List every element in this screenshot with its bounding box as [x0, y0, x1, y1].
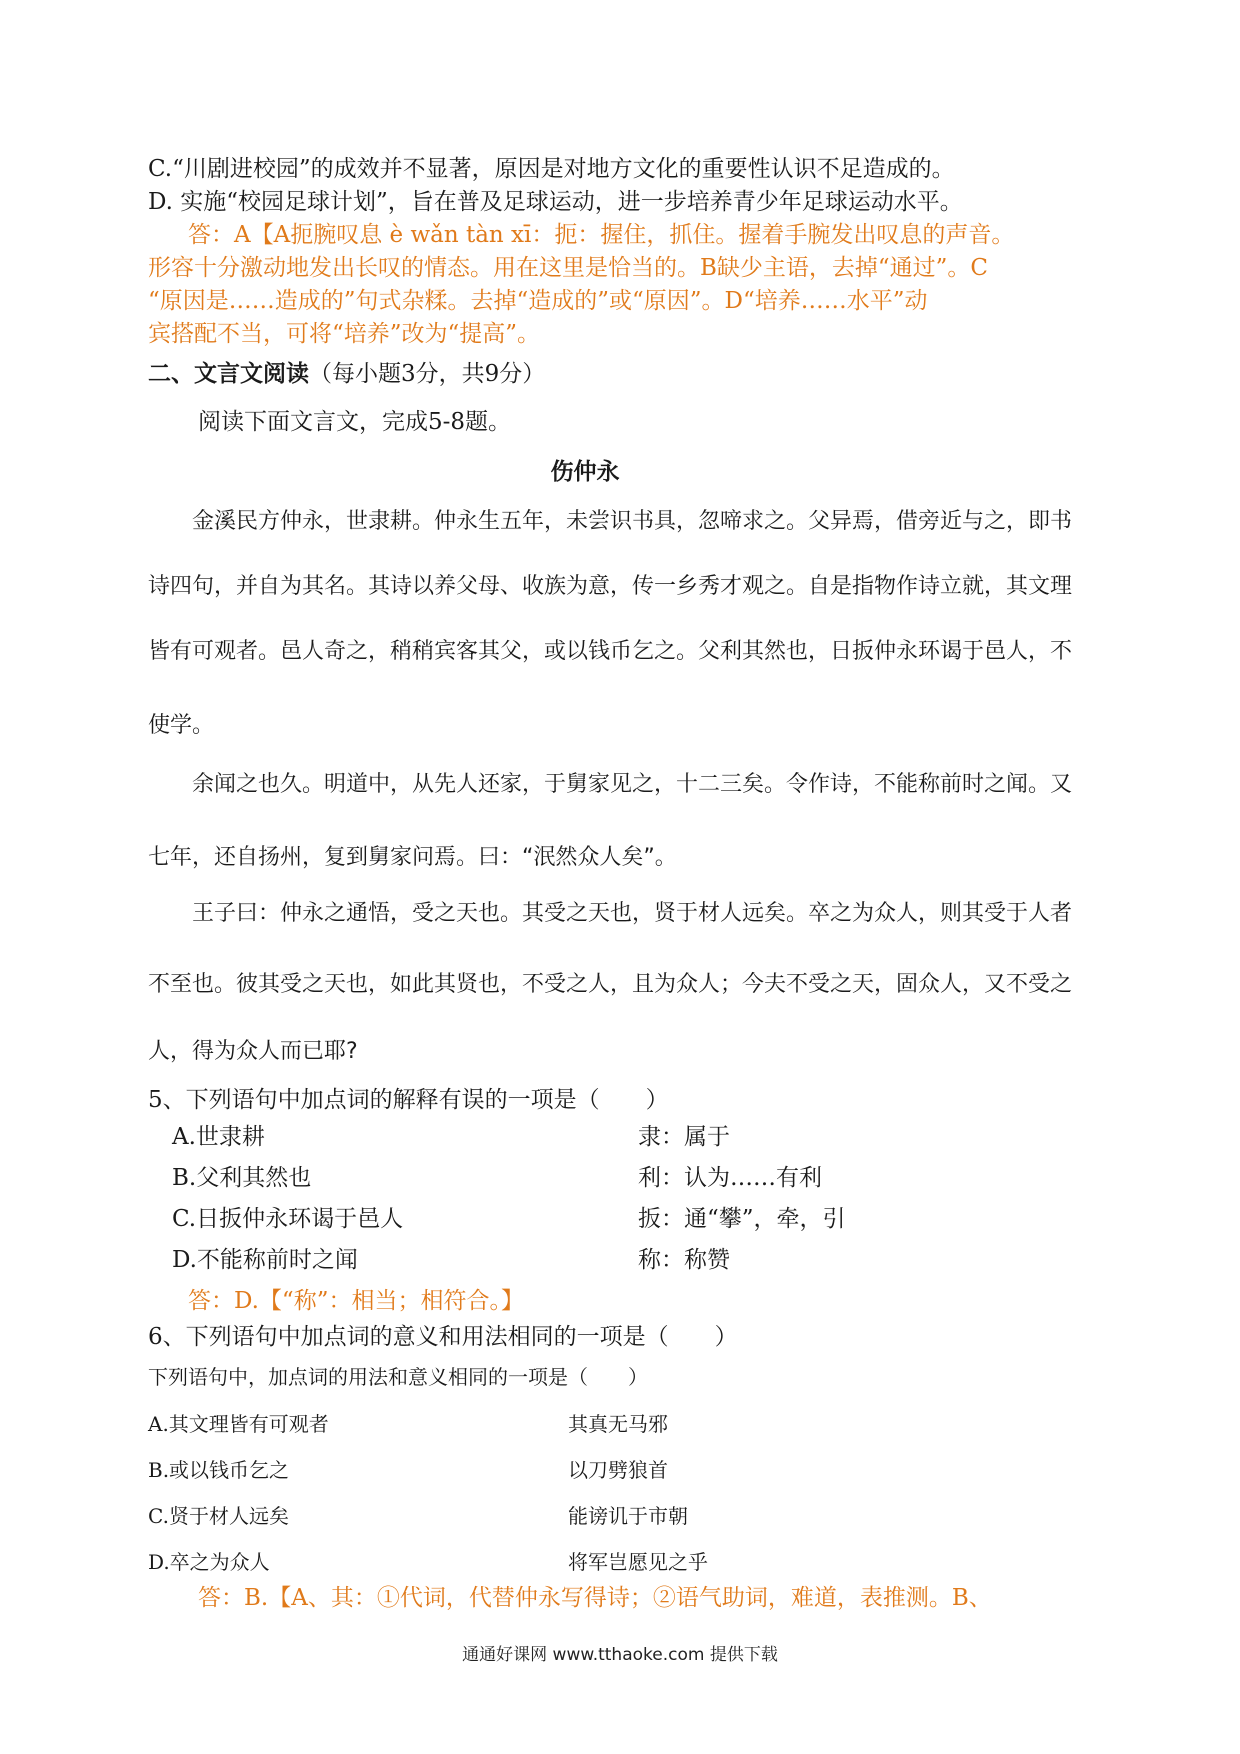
passage-line: 七年，还自扬州，复到舅家问焉。曰：“泯然众人矣”。 [148, 845, 677, 870]
q4-answer-line: “原因是……造成的”句式杂糅。去掉“造成的”或“原因”。D“培养……水平”动 [148, 288, 928, 314]
q6-option-left: D.卒之为众人 [148, 1550, 270, 1574]
passage-line: 诗四句，并自为其名。其诗以养父母、收族为意，传一乡秀才观之。自是指物作诗立就，其文理 [148, 574, 1073, 599]
section-score-note: （每小题3分，共9分） [309, 361, 546, 387]
section-instruction: 阅读下面文言文，完成5-8题。 [198, 409, 512, 435]
q6-option-right: 其真无马邪 [568, 1412, 668, 1436]
passage-line: 王子曰：仲永之通悟，受之天也。其受之天也，贤于材人远矣。卒之为众人，则其受于人者 [192, 901, 1073, 926]
q6-option-left: B.或以钱币乞之 [148, 1458, 290, 1482]
passage-line: 不至也。彼其受之天也，如此其贤也，不受之人，且为众人；今夫不受之天，固众人，又不受之 [148, 972, 1073, 997]
q5-option-left: B.父利其然也 [172, 1165, 312, 1191]
q4-answer-line: 形容十分激动地发出长叹的情态。用在这里是恰当的。B缺少主语，去掉“通过”。C [148, 255, 989, 281]
q4-answer-line: 答：A【A扼腕叹息 è wǎn tàn xī：扼：握住，抓住。握着手腕发出叹息的声音。 [188, 222, 1015, 248]
q5-option-left: D.不能称前时之闻 [172, 1247, 358, 1273]
q4-answer-line: 宾搭配不当，可将“培养”改为“提高”。 [148, 321, 541, 347]
q6-stem: 6、下列语句中加点词的意义和用法相同的一项是（ ） [148, 1324, 738, 1350]
q5-option-right: 利：认为……有利 [638, 1165, 822, 1191]
passage-line: 金溪民方仲永，世隶耕。仲永生五年，未尝识书具，忽啼求之。父异焉，借旁近与之，即书 [192, 509, 1073, 534]
q5-option-right: 称：称赞 [638, 1247, 730, 1273]
q4-option-d: D. 实施“校园足球计划”，旨在普及足球运动，进一步培养青少年足球运动水平。 [148, 189, 963, 215]
passage-line: 皆有可观者。邑人奇之，稍稍宾客其父，或以钱币乞之。父利其然也，日扳仲永环谒于邑人，不 [148, 639, 1073, 664]
q6-option-right: 将军岂愿见之乎 [568, 1550, 708, 1574]
q6-option-left: A.其文理皆有可观者 [148, 1412, 329, 1436]
q5-answer: 答：D.【“称”：相当；相符合。】 [188, 1288, 524, 1314]
passage-line: 余闻之也久。明道中，从先人还家，于舅家见之，十二三矣。令作诗，不能称前时之闻。又 [192, 772, 1073, 797]
q5-stem: 5、下列语句中加点词的解释有误的一项是（ ） [148, 1087, 669, 1113]
q4-option-c: C.“川剧进校园”的成效并不显著，原因是对地方文化的重要性认识不足造成的。 [148, 156, 955, 182]
q6-option-right: 以刀劈狼首 [568, 1458, 668, 1482]
q5-option-left: A.世隶耕 [172, 1124, 265, 1150]
q5-option-right: 扳：通“攀”，牵，引 [638, 1206, 846, 1232]
passage-line: 使学。 [148, 713, 215, 738]
section-heading [148, 355, 545, 388]
page-footer: 通通好课网 www.tthaoke.com 提供下载 [462, 1645, 778, 1665]
q6-option-left: C.贤于材人远矣 [148, 1504, 289, 1528]
q6-answer: 答：B.【A、其：①代词，代替仲永写得诗；②语气助词，难道，表推测。B、 [198, 1585, 992, 1611]
q6-option-right: 能谤讥于市朝 [568, 1504, 688, 1528]
q5-option-right: 隶：属于 [638, 1124, 730, 1150]
q6-stem-alt: 下列语句中，加点词的用法和意义相同的一项是（ ） [148, 1365, 648, 1389]
passage-line: 人，得为众人而已耶? [148, 1039, 358, 1064]
passage-title: 伤仲永 [550, 459, 620, 485]
section-title: 二、文言文阅读 [148, 361, 309, 387]
q5-option-left: C.日扳仲永环谒于邑人 [172, 1206, 404, 1232]
